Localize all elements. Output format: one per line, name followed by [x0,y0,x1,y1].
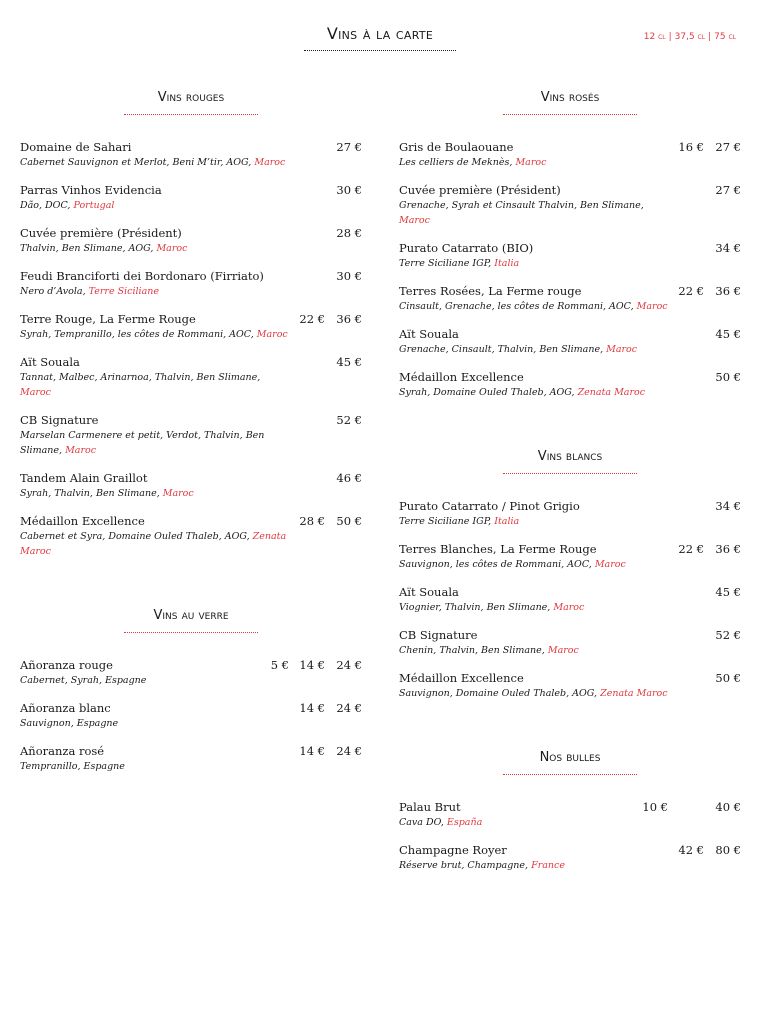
wine-item [399,241,741,271]
wine-origin: Maroc [20,387,51,398]
section-divider [503,114,637,115]
wine-grapes-region: Dão, DOC, [20,200,71,211]
price-p1: 28 € [299,514,325,528]
wine-origin: Maroc [515,157,547,168]
wine-description [20,241,362,256]
price-p2: 36 € [336,312,362,326]
wine-name: Añoranza rouge [20,658,113,672]
wine-description [20,529,362,559]
wine-list [20,140,362,559]
wine-grapes-region: Sauvignon, Domaine Ouled Thaleb, AOG, [399,688,598,699]
wine-item [20,514,362,559]
wine-grapes-region: Chenin, Thalvin, Ben Slimane, [399,645,545,656]
wine-origin: Maroc [547,645,579,656]
price-p1: 22 € [678,542,704,556]
section-nos-bulles [399,748,741,873]
wine-list [399,800,741,873]
wine-name: Médaillon Excellence [399,370,524,384]
section-divider [124,114,258,115]
wine-grapes-region: Cabernet et Syra, Domaine Ouled Thaleb, AOG, [20,531,250,542]
wine-origin: Italia [494,258,520,269]
wine-description [399,600,741,615]
price-p0: 10 € [642,800,668,814]
wine-origin: Maroc [256,329,288,340]
wine-grapes-region: Syrah, Tempranillo, les côtes de Rommani, AOC, [20,329,254,340]
price-p2: 80 € [715,843,741,857]
section-vins-blancs [399,447,741,701]
wine-origin: Terre Siciliane [88,286,159,297]
wine-name: Purato Catarrato / Pinot Grigio [399,499,580,513]
size-legend-37cl: 37,5 cl [674,32,706,42]
wine-item [399,585,741,615]
wine-description [399,514,741,529]
price-p2: 28 € [336,226,362,240]
wine-item [20,226,362,256]
wine-description [20,716,362,731]
wine-name: Aït Souala [399,585,459,599]
wine-grapes-region: Cabernet, Syrah, Espagne [20,675,147,686]
price-p2: 40 € [715,800,741,814]
price-p1: 16 € [678,140,704,154]
wine-description [20,198,362,213]
price-p2: 36 € [715,542,741,556]
wine-grapes-region: Les celliers de Meknès, [399,157,513,168]
size-legend-75cl: 75 cl [714,32,736,42]
wine-origin: España [446,817,483,828]
wine-grapes-region: Cinsault, Grenache, les côtes de Rommani, AOC, [399,301,634,312]
wine-description [399,155,741,170]
wine-grapes-region: Sauvignon, Espagne [20,718,119,729]
wine-name: Cuvée première (Président) [399,183,561,197]
wine-description [20,428,362,458]
left-column [20,88,362,787]
wine-item [20,183,362,213]
price-p2: 30 € [336,183,362,197]
price-p0: 5 € [270,658,289,672]
price-p2: 45 € [715,327,741,341]
wine-origin: Zenata Maroc [20,531,287,557]
wine-origin: Italia [494,516,520,527]
wine-name: Terre Rouge, La Ferme Rouge [20,312,196,326]
wine-list [399,499,741,701]
wine-grapes-region: Sauvignon, les côtes de Rommani, AOC, [399,559,592,570]
wine-name: Añoranza rosé [20,744,105,758]
wine-description [399,342,741,357]
wine-origin: Zenata Maroc [600,688,668,699]
wine-description [399,557,741,572]
wine-name: Palau Brut [399,800,461,814]
wine-item [20,140,362,170]
wine-item [20,413,362,458]
wine-name: Domaine de Sahari [20,140,132,154]
price-p2: 52 € [336,413,362,427]
wine-origin: Maroc [254,157,286,168]
wine-origin: Maroc [65,445,97,456]
price-p2: 45 € [336,355,362,369]
size-legend-12cl: 12 cl [643,32,666,42]
section-title: Vins rosés [540,90,600,105]
wine-item [20,355,362,400]
price-p2: 27 € [715,183,741,197]
wine-description [399,256,741,271]
wine-grapes-region: Terre Siciliane IGP, [399,516,492,527]
wine-grapes-region: Grenache, Cinsault, Thalvin, Ben Slimane, [399,344,604,355]
title-divider [304,50,456,51]
wine-grapes-region: Viognier, Thalvin, Ben Slimane, [399,602,551,613]
wine-origin: Maroc [156,243,188,254]
wine-item [20,269,362,299]
section-title: Vins blancs [537,449,603,464]
wine-item [399,671,741,701]
wine-item [20,744,362,774]
price-p2: 46 € [336,471,362,485]
wine-grapes-region: Syrah, Domaine Ouled Thaleb, AOG, [399,387,575,398]
wine-grapes-region: Grenache, Syrah et Cinsault Thalvin, Ben Slimane, [399,200,644,211]
price-p1: 14 € [299,744,325,758]
wine-item [399,499,741,529]
wine-origin: Maroc [162,488,194,499]
wine-item [399,140,741,170]
wine-description [20,155,362,170]
page-title: Vins à la carte [326,24,434,43]
price-p2: 24 € [336,744,362,758]
wine-description [399,198,741,228]
wine-origin: Maroc [553,602,585,613]
price-p2: 50 € [336,514,362,528]
right-column [399,88,741,886]
price-p2: 45 € [715,585,741,599]
wine-item [20,471,362,501]
wine-grapes-region: Marselan Carmenere et petit, Verdot, Thalvin, Ben Slimane, [20,430,265,456]
wine-description [20,759,362,774]
wine-name: CB Signature [20,413,99,427]
wine-item [399,370,741,400]
price-p2: 24 € [336,701,362,715]
wine-origin: Maroc [606,344,638,355]
wine-name: Feudi Branciforti dei Bordonaro (Firriato) [20,269,264,283]
wine-grapes-region: Cava DO, [399,817,444,828]
wine-name: Cuvée première (Président) [20,226,182,240]
wine-list [20,658,362,774]
wine-grapes-region: Tannat, Malbec, Arinarnoa, Thalvin, Ben Slimane, [20,372,261,383]
wine-description [399,858,741,873]
wine-description [20,673,362,688]
wine-item [399,800,741,830]
wine-origin: France [531,860,565,871]
section-title: Nos bulles [539,750,601,765]
section-title: Vins rouges [157,90,225,105]
wine-item [399,542,741,572]
section-title: Vins au verre [153,608,229,623]
wine-origin: Maroc [399,215,430,226]
wine-origin: Portugal [73,200,115,211]
section-vins-roses [399,88,741,400]
wine-description [399,686,741,701]
price-p2: 27 € [715,140,741,154]
wine-list [399,140,741,400]
wine-grapes-region: Thalvin, Ben Slimane, AOG, [20,243,154,254]
wine-item [399,183,741,228]
wine-name: Champagne Royer [399,843,507,857]
size-legend: 12 cl | 37,5 cl | 75 cl [643,32,736,42]
price-p2: 52 € [715,628,741,642]
wine-item [20,312,362,342]
wine-origin: Zenata Maroc [577,387,646,398]
price-p2: 36 € [715,284,741,298]
wine-item [399,628,741,658]
wine-description [399,643,741,658]
wine-item [20,701,362,731]
wine-item [399,843,741,873]
wine-name: Terres Blanches, La Ferme Rouge [399,542,597,556]
wine-name: Purato Catarrato (BIO) [399,241,534,255]
price-p1: 42 € [678,843,704,857]
wine-description [399,385,741,400]
section-vins-au-verre [20,606,362,774]
wine-description [20,370,362,400]
wine-item [20,658,362,688]
wine-name: CB Signature [399,628,478,642]
wine-name: Aït Souala [399,327,459,341]
wine-description [20,486,362,501]
wine-grapes-region: Tempranillo, Espagne [20,761,125,772]
wine-origin: Maroc [636,301,668,312]
price-p2: 34 € [715,499,741,513]
wine-name: Añoranza blanc [20,701,111,715]
wine-name: Gris de Boulaouane [399,140,514,154]
wine-name: Parras Vinhos Evidencia [20,183,162,197]
price-p2: 50 € [715,671,741,685]
wine-item [399,284,741,314]
wine-name: Aït Souala [20,355,80,369]
wine-description [20,284,362,299]
wine-origin: Maroc [594,559,626,570]
price-p2: 30 € [336,269,362,283]
wine-name: Terres Rosées, La Ferme rouge [399,284,582,298]
wine-name: Médaillon Excellence [20,514,145,528]
section-divider [503,473,637,474]
price-p1: 22 € [299,312,325,326]
price-p2: 27 € [336,140,362,154]
wine-grapes-region: Terre Siciliane IGP, [399,258,492,269]
price-p2: 24 € [336,658,362,672]
wine-name: Tandem Alain Graillot [20,471,148,485]
price-p1: 22 € [678,284,704,298]
section-vins-rouges [20,88,362,559]
wine-description [399,299,741,314]
wine-name: Médaillon Excellence [399,671,524,685]
wine-description [399,815,741,830]
wine-grapes-region: Réserve brut, Champagne, [399,860,529,871]
wine-item [399,327,741,357]
price-p2: 34 € [715,241,741,255]
section-divider [503,774,637,775]
wine-grapes-region: Nero d’Avola, [20,286,86,297]
price-p1: 14 € [299,658,325,672]
section-divider [124,632,258,633]
wine-grapes-region: Cabernet Sauvignon et Merlot, Beni M’tir, AOG, [20,157,252,168]
wine-description [20,327,362,342]
price-p2: 50 € [715,370,741,384]
price-p1: 14 € [299,701,325,715]
wine-grapes-region: Syrah, Thalvin, Ben Slimane, [20,488,160,499]
